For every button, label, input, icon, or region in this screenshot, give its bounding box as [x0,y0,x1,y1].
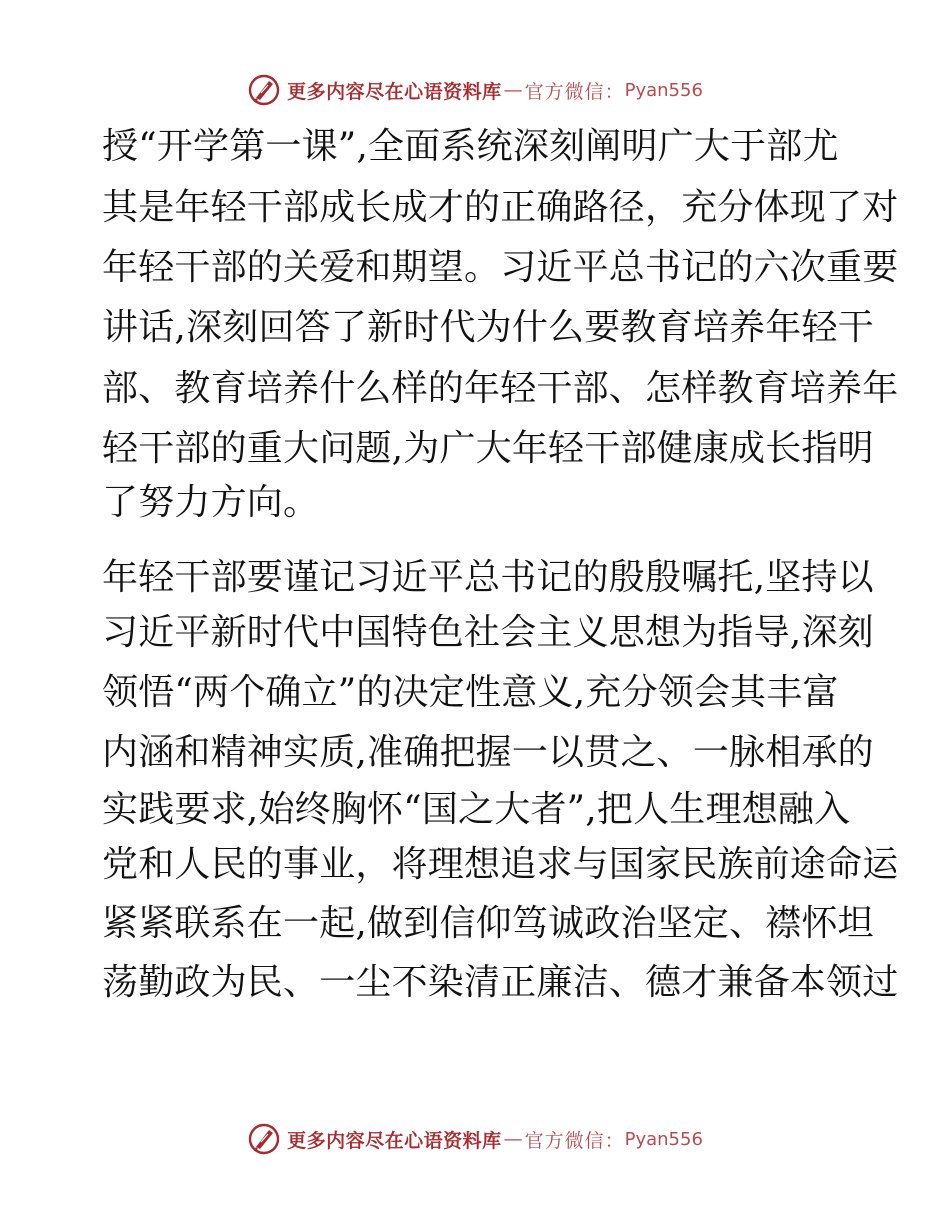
text-line: 其是年轻干部成长成才的正确路径，充分体现了对 [102,187,899,228]
quill-logo-icon [247,1122,281,1156]
banner-wechat-id: Pyan556 [624,79,703,101]
text-line: 部、教育培养什么样的年轻干部、怎样教育培养年 [102,368,899,409]
text-line: 内涵和精神实质,准确把握一以贯之、一脉相承的 [102,732,874,773]
text-line: 年轻干部的关爱和期望。习近平总书记的六次重要 [102,247,899,288]
header-banner [0,70,950,110]
text-line: 习近平新时代中国特色社会主义思想为指导,深刻 [102,612,874,653]
text-line: 年轻干部要谨记习近平总书记的殷殷嘱托,坚持以 [102,557,874,598]
text-line: 紧紧联系在一起,做到信仰笃诚政治坚定、襟怀坦 [102,903,874,944]
quill-logo-icon [247,73,281,107]
text-line: 实践要求,始终胸怀“国之大者”,把人生理想融入 [102,789,851,830]
text-line: 荡勤政为民、一尘不染清正廉洁、德才兼备本领过 [102,962,899,1003]
text-line: 轻干部的重大问题,为广大年轻干部健康成长指明 [102,428,874,469]
footer-banner [0,1119,950,1159]
text-line: 了努力方向。 [102,482,320,523]
banner-wechat-label: 官方微信： [524,80,625,103]
text-line: 领悟“两个确立”的决定性意义,充分领会其丰富 [102,672,839,713]
banner-separator: — [503,79,523,101]
banner-separator: — [503,1128,523,1150]
banner-main-text: 更多内容尽在心语资料库 [287,80,502,103]
banner-wechat-label: 官方微信： [524,1129,625,1152]
text-line: 党和人民的事业，将理想追求与国家民族前途命运 [102,844,899,885]
text-line: 授“开学第一课”,全面系统深刻阐明广大于部尤 [102,126,839,167]
banner-main-text: 更多内容尽在心语资料库 [287,1129,502,1152]
text-line: 讲话,深刻回答了新时代为什么要教育培养年轻干 [102,307,874,348]
banner-wechat-id: Pyan556 [624,1128,703,1150]
